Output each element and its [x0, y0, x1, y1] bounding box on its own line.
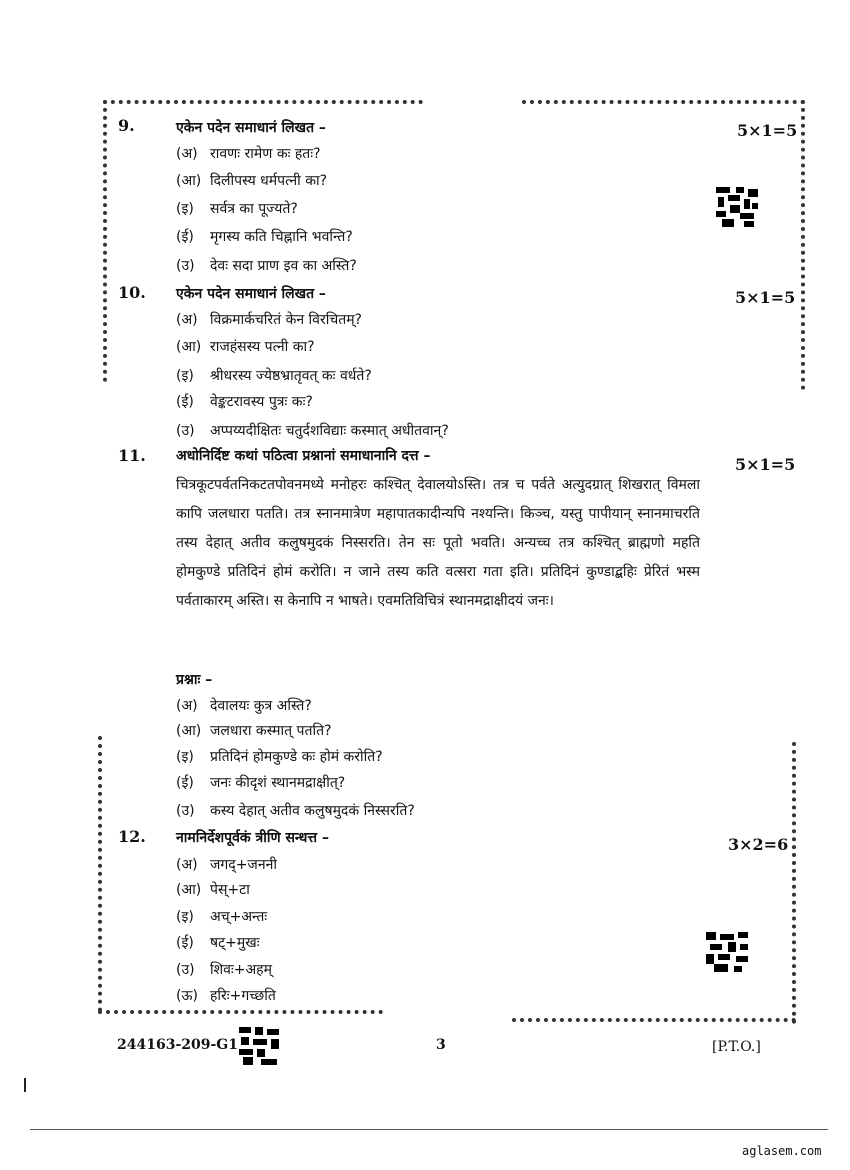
- border-right-upper: [801, 100, 805, 390]
- marks: 3×2=6: [728, 835, 789, 854]
- border-right-lower: [792, 742, 796, 1024]
- marks: 5×1=5: [737, 121, 798, 140]
- question-heading: एकेन पदेन समाधानं लिखत –: [176, 286, 326, 302]
- sub-question: (आ) पेस्+टा: [176, 882, 250, 898]
- question-heading: नामनिर्देशपूर्वकं त्रीणि सन्धत्त –: [176, 830, 329, 846]
- questions-label: प्रश्नाः –: [176, 672, 213, 688]
- pto-label: [P.T.O.]: [712, 1039, 761, 1055]
- sub-question: (उ) कस्य देहात् अतीव कलुषमुदकं निस्सरति?: [176, 803, 415, 819]
- sub-question: (ई) मृगस्य कति चिह्नानि भवन्ति?: [176, 229, 353, 245]
- margin-mark: [24, 1078, 26, 1092]
- sub-question: (इ) श्रीधरस्य ज्येष्ठभ्रातृवत् कः वर्धते?: [176, 368, 372, 384]
- sub-question: (ई) जनः कीदृशं स्थानमद्राक्षीत्?: [176, 775, 346, 791]
- question-number: 9.: [118, 116, 135, 135]
- passage: चित्रकूटपर्वतनिकटतपोवनमध्ये मनोहरः कश्चित् देवालयोऽस्ति। तत्र च पर्वते अत्युदग्रात् शिखरात् विमला कापि जलधारा पतति। तत्र स्नानमात्रेण महापातकादीन्यपि नश्यन्ति। किञ्च, यस्तु पापीयान् स्नानमाचरति तस्य देहात् अतीव कलुषमुदकं निस्सरति। तेन सः पूतो भवति। अन्यच्च तत्र कश्चित् ब्राह्मणो महति होमकुण्डे प्रतिदिनं होमं करोति। न जाने तस्य कति वत्सरा गता इति। प्रतिदिनं कुण्डाद्बहिः प्रेरितं भस्म पर्वताकारम् अस्ति। स केनापि न भाषते। एवमतिविचित्रं स्थानमद्राक्षीदयं जनः।: [176, 477, 700, 609]
- sub-question: (इ) प्रतिदिनं होमकुण्डे कः होमं करोति?: [176, 749, 383, 765]
- qr-code-icon: [706, 932, 748, 972]
- sub-question: (इ) सर्वत्र का पूज्यते?: [176, 201, 298, 217]
- border-left-lower: [98, 736, 102, 1012]
- sub-question: (उ) अप्पय्यदीक्षितः चतुर्दशविद्याः कस्मात् अधीतवान्?: [176, 423, 449, 439]
- sub-question: (आ) जलधारा कस्मात् पतति?: [176, 723, 332, 739]
- sub-question: (आ) राजहंसस्य पत्नी का?: [176, 339, 315, 355]
- question-heading: अधोनिर्दिष्ट कथां पठित्वा प्रश्नानां समाधानानि दत्त –: [176, 448, 431, 464]
- sub-question: (अ) विक्रमार्कचरितं केन विरचितम्?: [176, 312, 362, 328]
- sub-question: (अ) जगद्+जननी: [176, 857, 277, 873]
- sub-question: (अ) रावणः रामेण कः हतः?: [176, 146, 321, 162]
- border-bottom-left: [98, 1010, 383, 1014]
- site-watermark: aglasem.com: [742, 1144, 822, 1158]
- marks: 5×1=5: [735, 288, 796, 307]
- question-number: 10.: [118, 283, 146, 302]
- question-number: 12.: [118, 827, 146, 846]
- paper-code: 244163-209-G1: [117, 1037, 238, 1053]
- qr-code-icon: [239, 1027, 279, 1065]
- page-number: 3: [436, 1037, 446, 1053]
- sub-question: (अ) देवालयः कुत्र अस्ति?: [176, 698, 312, 714]
- border-top-right: [522, 100, 805, 104]
- border-top-left: [103, 100, 423, 104]
- question-heading: एकेन पदेन समाधानं लिखत –: [176, 120, 326, 136]
- sub-question: (ई) वेङ्कटरावस्य पुत्रः कः?: [176, 394, 313, 410]
- sub-question: (इ) अच्+अन्तः: [176, 909, 268, 925]
- bottom-rule: [30, 1129, 828, 1130]
- sub-question: (उ) शिवः+अहम्: [176, 962, 272, 978]
- border-left-upper: [103, 100, 107, 382]
- question-number: 11.: [118, 446, 146, 465]
- sub-question: (ई) षट्+मुखः: [176, 935, 260, 951]
- border-bottom-right: [512, 1018, 796, 1022]
- sub-question: (ऊ) हरिः+गच्छति: [176, 988, 276, 1004]
- sub-question: (आ) दिलीपस्य धर्मपत्नी का?: [176, 173, 328, 189]
- qr-code-icon: [716, 187, 758, 227]
- marks: 5×1=5: [735, 455, 796, 474]
- sub-question: (उ) देवः सदा प्राण इव का अस्ति?: [176, 258, 357, 274]
